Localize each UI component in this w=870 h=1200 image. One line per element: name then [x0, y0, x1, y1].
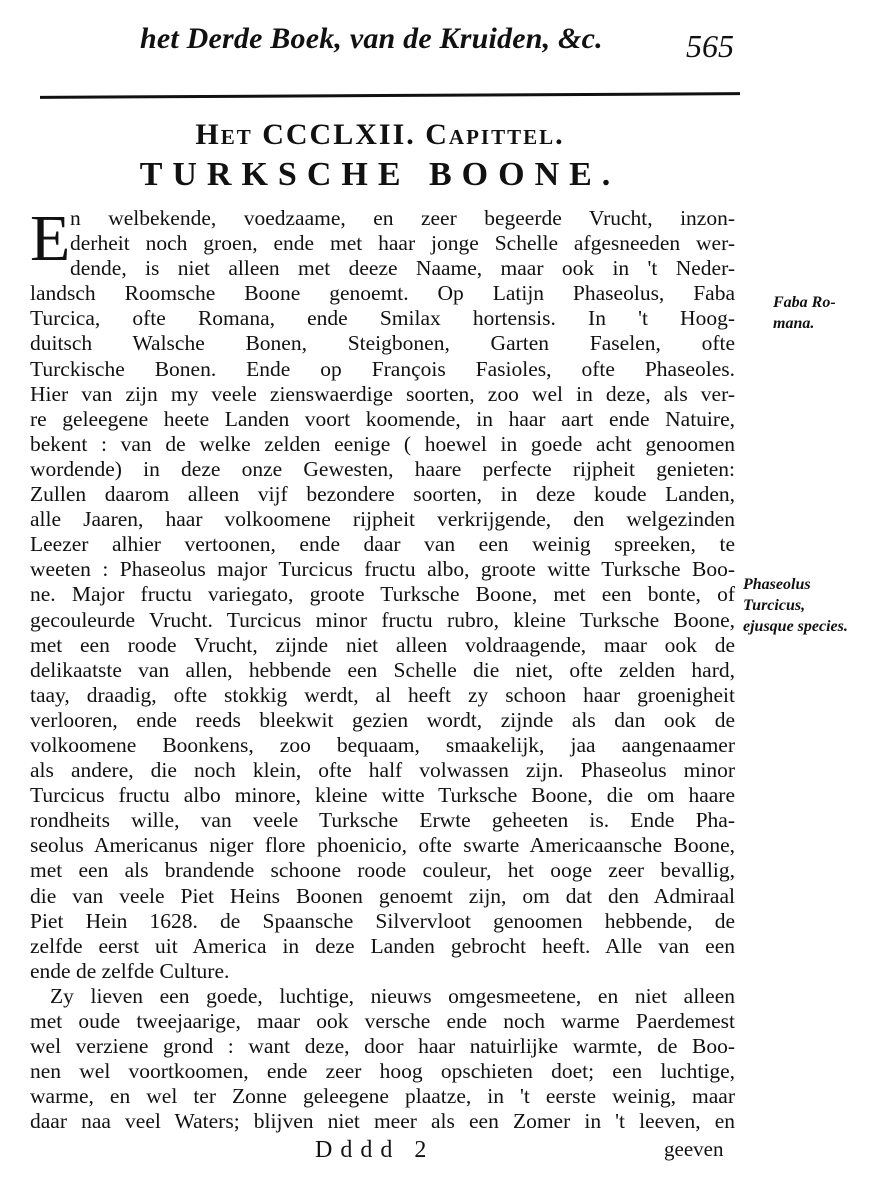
text-line: Turcicus fructu albo minore, kleine witte Turksche Boone, die om haare [30, 783, 735, 808]
text-line: dende, is niet alleen met deeze Naame, maar ook in 't Neder- [70, 256, 735, 281]
text-line: weeten : Phaseolus major Turcicus fructu albo, groote witte Turksche Boo- [30, 557, 735, 582]
catchword: geeven [664, 1137, 724, 1161]
text-line: rondheits wille, van veele Turksche Erwte geheeten is. Ende Pha- [30, 808, 735, 833]
text-line: nen wel voortkoomen, ende zeer hoog opschieten doet; een luchtige, [30, 1059, 735, 1084]
text-line: met een als brandende schoone roode couleur, het ooge zeer bevallig, [30, 858, 735, 883]
text-line: Hier van zijn my veele zienswaerdige soorten, zoo wel in deze, als ver- [30, 381, 735, 406]
text-line: seolus Americanus niger flore phoenicio, ofte swarte Americaansche Boone, [30, 833, 735, 858]
text-line: wel verziene grond : want deze, door haar natuirlijke warmte, de Boo- [30, 1034, 735, 1059]
text-line: wordende) in deze onze Gewesten, haare perfecte rijpheit genieten: [30, 456, 735, 481]
text-line: bekent : van de welke zelden eenige ( hoewel in goede acht genoomen [30, 431, 735, 456]
text-line: delikaatste van allen, hebbende een Schelle die niet, ofte zelden hard, [30, 657, 735, 682]
text-line: verlooren, ende reeds bleekwit gezien wordt, zijnde als dan ook de [30, 707, 735, 732]
chapter-heading: Het CCCLXII. Capittel. [195, 118, 565, 151]
text-line: n welbekende, voedzaame, en zeer begeerde Vrucht, inzon- [70, 206, 735, 230]
text-line: Piet Hein 1628. de Spaansche Silvervloot genoomen hebbende, de [30, 908, 735, 933]
margin-note-phaseolus-turcicus: Phaseolus Turcicus, ejusque species. [743, 576, 848, 635]
text-line: duitsch Walsche Bonen, Steigbonen, Garten Faselen, ofte [30, 331, 735, 356]
text-line: volkoomene Boonkens, zoo bequaam, smaakelijk, jaa aangenaamer [30, 732, 735, 757]
text-line: landsch Roomsche Boone genoemt. Op Latijn Phaseolus, Faba [30, 281, 735, 306]
text-line: Zy lieven een goede, luchtige, nieuws omgesmeetene, en niet alleen [50, 983, 735, 1008]
body-text [30, 202, 735, 1134]
text-line: Turcica, ofte Romana, ende Smilax hortensis. In 't Hoog- [30, 306, 735, 331]
text-line: Turckische Bonen. Ende op François Fasioles, ofte Phaseoles. [30, 356, 735, 381]
text-line: derheit noch groen, ende met haar jonge Schelle afgesneeden wer- [70, 231, 735, 256]
text-line: met een roode Vrucht, zijnde niet alleen voldraagende, maar ook de [30, 632, 735, 657]
drop-cap: E [30, 202, 71, 275]
first-paragraph [30, 202, 735, 281]
margin-note-faba-romana: Faba Ro-mana. [773, 294, 836, 332]
text-line: als andere, die noch klein, ofte half volwassen zijn. Phaseolus minor [30, 758, 735, 783]
text-line: warme, en wel ter Zonne geleegene plaatze, in 't eerste weinig, maar [30, 1084, 735, 1109]
text-line: die van veele Piet Heins Boonen genoemt zijn, om dat den Admiraal [30, 883, 735, 908]
chapter-title: TURKSCHE BOONE. [139, 156, 621, 193]
text-line: ne. Major fructu variegato, groote Turksche Boone, met een bonte, of [30, 582, 735, 607]
text-line: met oude tweejaarige, maar ook versche ende noch warme Paerdemest [30, 1009, 735, 1033]
page-number: 565 [686, 28, 734, 64]
text-line: re geleegene heete Landen voort koomende, in haar aart ende Natuire, [30, 406, 735, 431]
text-line: daar naa veel Waters; blijven niet meer als een Zomer in 't leeven, en [30, 1109, 735, 1134]
text-line: Leezer alhier vertoonen, ende daar van een weinig spreeken, te [30, 532, 735, 557]
text-line: taay, draadig, ofte stokkig werdt, al heeft zy schoon haar groenigheit [30, 682, 735, 707]
header-rule [40, 92, 740, 99]
text-line: ende de zelfde Culture. [30, 958, 230, 983]
signature-mark: Dddd 2 [315, 1137, 435, 1163]
text-line: alle Jaaren, haar volkoomene rijpheit verkrijgende, den welgezinden [30, 507, 735, 532]
text-line: Zullen daarom alleen vijf bezondere soorten, in deze koude Landen, [30, 482, 735, 507]
running-title: het Derde Boek, van de Kruiden, &c. [140, 22, 603, 55]
text-line: gecouleurde Vrucht. Turcicus minor fructu rubro, kleine Turksche Boone, [30, 607, 735, 632]
text-line: zelfde eerst uit America in deze Landen gebrocht heeft. Alle van een [30, 933, 735, 958]
